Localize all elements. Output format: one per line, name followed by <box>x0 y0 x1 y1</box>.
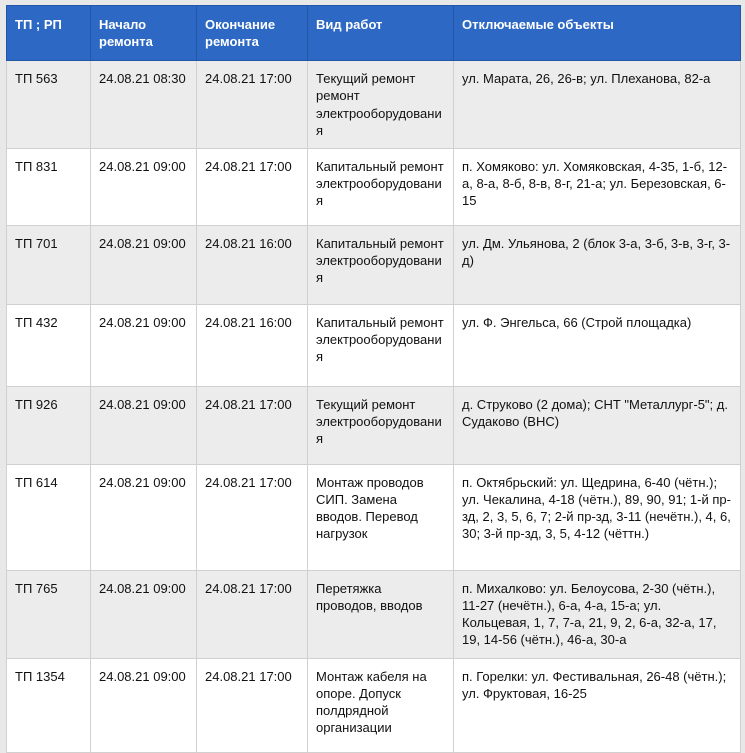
cell-start-date: 24.08.21 09:00 <box>91 658 197 752</box>
cell-end-date: 24.08.21 17:00 <box>197 570 308 658</box>
table-row <box>7 225 741 304</box>
table-row <box>7 570 741 658</box>
cell-end-date: 24.08.21 17:00 <box>197 148 308 225</box>
cell-start-date: 24.08.21 09:00 <box>91 225 197 304</box>
cell-end-date: 24.08.21 17:00 <box>197 658 308 752</box>
cell-end-date: 24.08.21 17:00 <box>197 464 308 570</box>
cell-objects: д. Струково (2 дома); СНТ "Металлург-5"; д. Судаково (ВНС) <box>454 386 741 464</box>
cell-objects: ул. Ф. Энгельса, 66 (Строй площадка) <box>454 304 741 386</box>
cell-objects: ул. Дм. Ульянова, 2 (блок 3-а, 3-б, 3-в, 3-г, 3-д) <box>454 225 741 304</box>
cell-objects: ул. Марата, 26, 26-в; ул. Плеханова, 82-а <box>454 61 741 149</box>
cell-objects: п. Михалково: ул. Белоусова, 2-30 (чётн.), 11-27 (нечётн.), 6-а, 4-а, 15-а; ул. Кольцевая, 1, 7, 7-а, 21, 9, 2, 6-а, 32-а, 17, 19, 14-56 (чётн.), 46-а, 30-а <box>454 570 741 658</box>
outage-schedule-table <box>6 5 741 753</box>
cell-tp: ТП 701 <box>7 225 91 304</box>
cell-work-type: Монтаж кабеля на опоре. Допуск полдрядной организации <box>308 658 454 752</box>
cell-objects: п. Хомяково: ул. Хомяковская, 4-35, 1-б, 12-а, 8-а, 8-б, 8-в, 8-г, 21-а; ул. Березовская, 6-15 <box>454 148 741 225</box>
cell-end-date: 24.08.21 17:00 <box>197 61 308 149</box>
cell-work-type: Капитальный ремонт электрооборудования <box>308 148 454 225</box>
cell-end-date: 24.08.21 16:00 <box>197 225 308 304</box>
cell-tp: ТП 614 <box>7 464 91 570</box>
cell-objects: п. Октябрьский: ул. Щедрина, 6-40 (чётн.); ул. Чекалина, 4-18 (чётн.), 89, 90, 91; 1-й пр-зд, 2, 3, 5, 6, 7; 2-й пр-зд, 3-11 (нечётн.), 4, 6, 30; 3-й пр-зд, 3, 5, 4-12 (чёттн.) <box>454 464 741 570</box>
cell-work-type: Капитальный ремонт электрооборудования <box>308 304 454 386</box>
table-row <box>7 148 741 225</box>
cell-work-type: Перетяжка проводов, вводов <box>308 570 454 658</box>
col-header-end: Окончание ремонта <box>197 6 308 61</box>
cell-work-type: Капитальный ремонт электрооборудования <box>308 225 454 304</box>
col-header-start: Начало ремонта <box>91 6 197 61</box>
cell-tp: ТП 432 <box>7 304 91 386</box>
cell-work-type: Монтаж проводов СИП. Замена вводов. Перевод нагрузок <box>308 464 454 570</box>
cell-start-date: 24.08.21 08:30 <box>91 61 197 149</box>
cell-end-date: 24.08.21 17:00 <box>197 386 308 464</box>
cell-tp: ТП 1354 <box>7 658 91 752</box>
cell-tp: ТП 831 <box>7 148 91 225</box>
cell-tp: ТП 765 <box>7 570 91 658</box>
cell-tp: ТП 563 <box>7 61 91 149</box>
table-row <box>7 464 741 570</box>
cell-work-type: Текущий ремонт электрооборудования <box>308 386 454 464</box>
col-header-work-type: Вид работ <box>308 6 454 61</box>
cell-work-type: Текущий ремонт ремонт электрооборудования <box>308 61 454 149</box>
table-row <box>7 304 741 386</box>
table-row <box>7 61 741 149</box>
col-header-objects: Отключаемые объекты <box>454 6 741 61</box>
cell-end-date: 24.08.21 16:00 <box>197 304 308 386</box>
col-header-tp: ТП ; РП <box>7 6 91 61</box>
header-row <box>7 6 741 61</box>
cell-start-date: 24.08.21 09:00 <box>91 148 197 225</box>
cell-start-date: 24.08.21 09:00 <box>91 570 197 658</box>
table-row <box>7 658 741 752</box>
cell-start-date: 24.08.21 09:00 <box>91 464 197 570</box>
cell-tp: ТП 926 <box>7 386 91 464</box>
cell-start-date: 24.08.21 09:00 <box>91 304 197 386</box>
table-row <box>7 386 741 464</box>
cell-objects: п. Горелки: ул. Фестивальная, 26-48 (чётн.); ул. Фруктовая, 16-25 <box>454 658 741 752</box>
cell-start-date: 24.08.21 09:00 <box>91 386 197 464</box>
